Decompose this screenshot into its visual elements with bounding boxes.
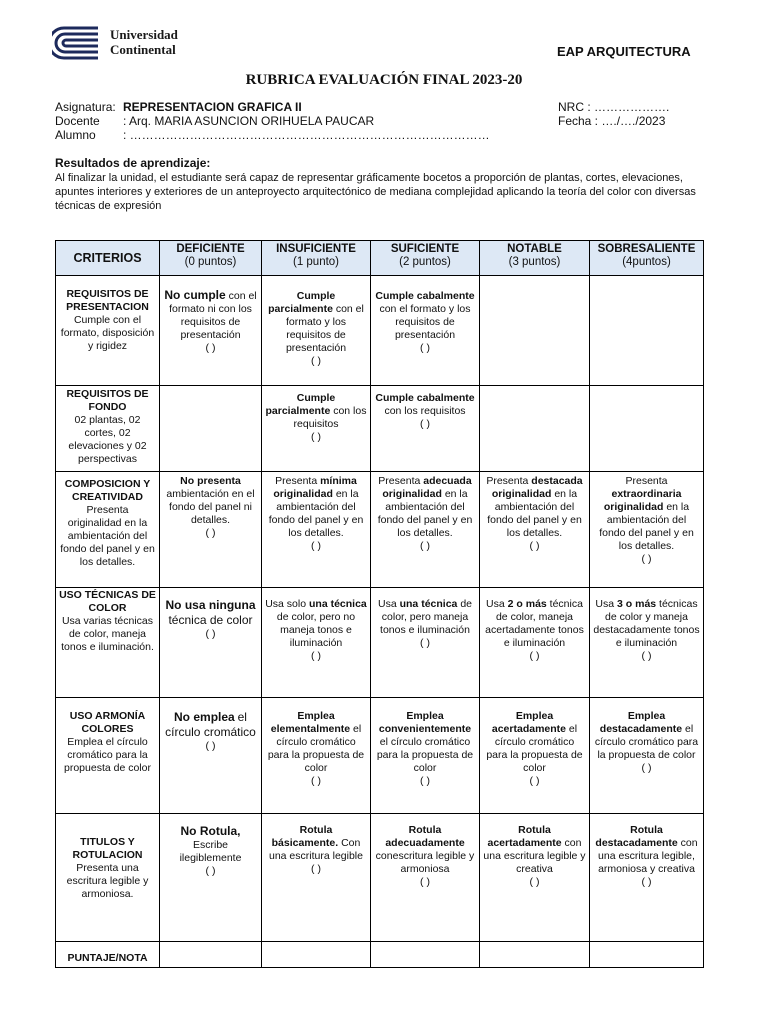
table-row — [56, 698, 704, 814]
level-cell: Usa solo una técnica de color, pero no maneja tonos e iluminación ( ) — [262, 588, 371, 698]
logo-mark-icon — [52, 25, 100, 61]
header-notable: NOTABLE (3 puntos) — [480, 241, 590, 276]
level-cell: Cumple parcialmente con el formato y los requisitos de presentación ( ) — [262, 276, 371, 386]
level-cell: No usa ninguna técnica de color ( ) — [160, 588, 262, 698]
table-row — [56, 814, 704, 942]
alumno-label: Alumno — [55, 128, 96, 142]
criterion-cell: USO ARMONÍA COLORES Emplea el círculo cromático para la propuesta de color — [56, 698, 160, 814]
header-deficiente: DEFICIENTE (0 puntos) — [160, 241, 262, 276]
level-cell: No presenta ambientación en el fondo del panel ni detalles. ( ) — [160, 472, 262, 588]
resultados-title: Resultados de aprendizaje: — [55, 156, 211, 170]
level-cell: Cumple cabalmente con el formato y los requisitos de presentación ( ) — [371, 276, 480, 386]
level-cell: Rotula destacadamente con una escritura legible, armoniosa y creativa ( ) — [590, 814, 704, 942]
docente-line — [55, 114, 374, 128]
nrc-field: NRC : ………………. — [558, 100, 670, 114]
fecha-field: Fecha : …./…./2023 — [558, 114, 666, 128]
level-cell: Rotula adecuadamente conescritura legible y armoniosa ( ) — [371, 814, 480, 942]
alumno-value: : ……………………………………………………………………………… — [123, 128, 490, 142]
table-row — [56, 472, 704, 588]
level-cell: Usa 2 o más técnica de color, maneja acertadamente tonos e iluminación ( ) — [480, 588, 590, 698]
docente-value: : Arq. MARIA ASUNCION ORIHUELA PAUCAR — [123, 114, 375, 128]
asignatura-value: REPRESENTACION GRAFICA II — [123, 100, 302, 114]
rubric-table — [55, 240, 704, 968]
level-cell: Emplea acertadamente el círculo cromático para la propuesta de color ( ) — [480, 698, 590, 814]
criterion-cell: REQUISITOS DE PRESENTACION Cumple con el formato, disposición y rigidez — [56, 276, 160, 386]
level-cell: Usa una técnica de color, pero maneja tonos e iluminación ( ) — [371, 588, 480, 698]
level-cell: Presenta extraordinaria originalidad en la ambientación del fondo del panel y en los detalles. ( ) — [590, 472, 704, 588]
total-cell — [160, 942, 262, 968]
school-name: EAP ARQUITECTURA — [557, 44, 691, 59]
logo-line-1: Universidad — [110, 27, 178, 42]
total-cell — [480, 942, 590, 968]
criterion-cell: REQUISITOS DE FONDO 02 plantas, 02 cortes, 02 elevaciones y 02 perspectivas — [56, 386, 160, 472]
header-insuficiente: INSUFICIENTE (1 punto) — [262, 241, 371, 276]
level-cell: Presenta destacada originalidad en la ambientación del fondo del panel y en los detalles. ( ) — [480, 472, 590, 588]
level-cell: Emplea destacadamente el círculo cromático para la propuesta de color ( ) — [590, 698, 704, 814]
level-cell: Presenta mínima originalidad en la ambientación del fondo del panel y en los detalles. ( ) — [262, 472, 371, 588]
resultados-text: Al finalizar la unidad, el estudiante será capaz de representar gráficamente bocetos a proporción de plantas, cortes, elevaciones, apuntes interiores y exteriores de un anteproyecto arquitectónico de mediana complejidad aplicando la teoría del color con diversas técnicas de expresión — [55, 172, 696, 212]
level-cell: Emplea convenientemente el círculo cromático para la propuesta de color ( ) — [371, 698, 480, 814]
level-cell-empty — [160, 386, 262, 472]
total-label: PUNTAJE/NOTA — [56, 942, 160, 968]
header-sobresaliente: SOBRESALIENTE (4puntos) — [590, 241, 704, 276]
alumno-line — [55, 128, 490, 142]
level-cell: No emplea el círculo cromático ( ) — [160, 698, 262, 814]
university-logo — [52, 25, 222, 63]
criterion-cell: TITULOS Y ROTULACION Presenta una escritura legible y armoniosa. — [56, 814, 160, 942]
table-row — [56, 276, 704, 386]
level-cell: No Rotula, Escribe ilegiblemente ( ) — [160, 814, 262, 942]
level-cell: No cumple con el formato ni con los requisitos de presentación ( ) — [160, 276, 262, 386]
total-cell — [262, 942, 371, 968]
level-cell-empty — [480, 386, 590, 472]
level-cell: Rotula acertadamente con una escritura legible y creativa ( ) — [480, 814, 590, 942]
asignatura-line — [55, 100, 302, 114]
total-cell — [590, 942, 704, 968]
total-row — [56, 942, 704, 968]
logo-line-2: Continental — [110, 42, 176, 57]
level-cell: Rotula básicamente. Con una escritura legible ( ) — [262, 814, 371, 942]
page-title: RUBRICA EVALUACIÓN FINAL 2023-20 — [245, 72, 523, 88]
asignatura-label: Asignatura: — [55, 100, 116, 114]
level-cell-empty — [480, 276, 590, 386]
logo-text — [110, 27, 178, 57]
level-cell: Usa 3 o más técnicas de color y maneja destacadamente tonos e iluminación ( ) — [590, 588, 704, 698]
docente-label: Docente — [55, 114, 100, 128]
header-row — [56, 241, 704, 276]
level-cell: Cumple parcialmente con los requisitos ( ) — [262, 386, 371, 472]
level-cell-empty — [590, 276, 704, 386]
level-cell: Presenta adecuada originalidad en la ambientación del fondo del panel y en los detalles. ( ) — [371, 472, 480, 588]
header-suficiente: SUFICIENTE (2 puntos) — [371, 241, 480, 276]
level-cell: Cumple cabalmente con los requisitos ( ) — [371, 386, 480, 472]
total-cell — [371, 942, 480, 968]
criterion-cell: COMPOSICION Y CREATIVIDAD Presenta originalidad en la ambientación del fondo del panel y en los detalles. — [56, 472, 160, 588]
table-row — [56, 588, 704, 698]
criterion-cell: USO TÉCNICAS DE COLOR Usa varias técnicas de color, maneja tonos e iluminación. — [56, 588, 160, 698]
header-criterios: CRITERIOS — [56, 241, 160, 276]
level-cell-empty — [590, 386, 704, 472]
table-row — [56, 386, 704, 472]
level-cell: Emplea elementalmente el círculo cromático para la propuesta de color ( ) — [262, 698, 371, 814]
